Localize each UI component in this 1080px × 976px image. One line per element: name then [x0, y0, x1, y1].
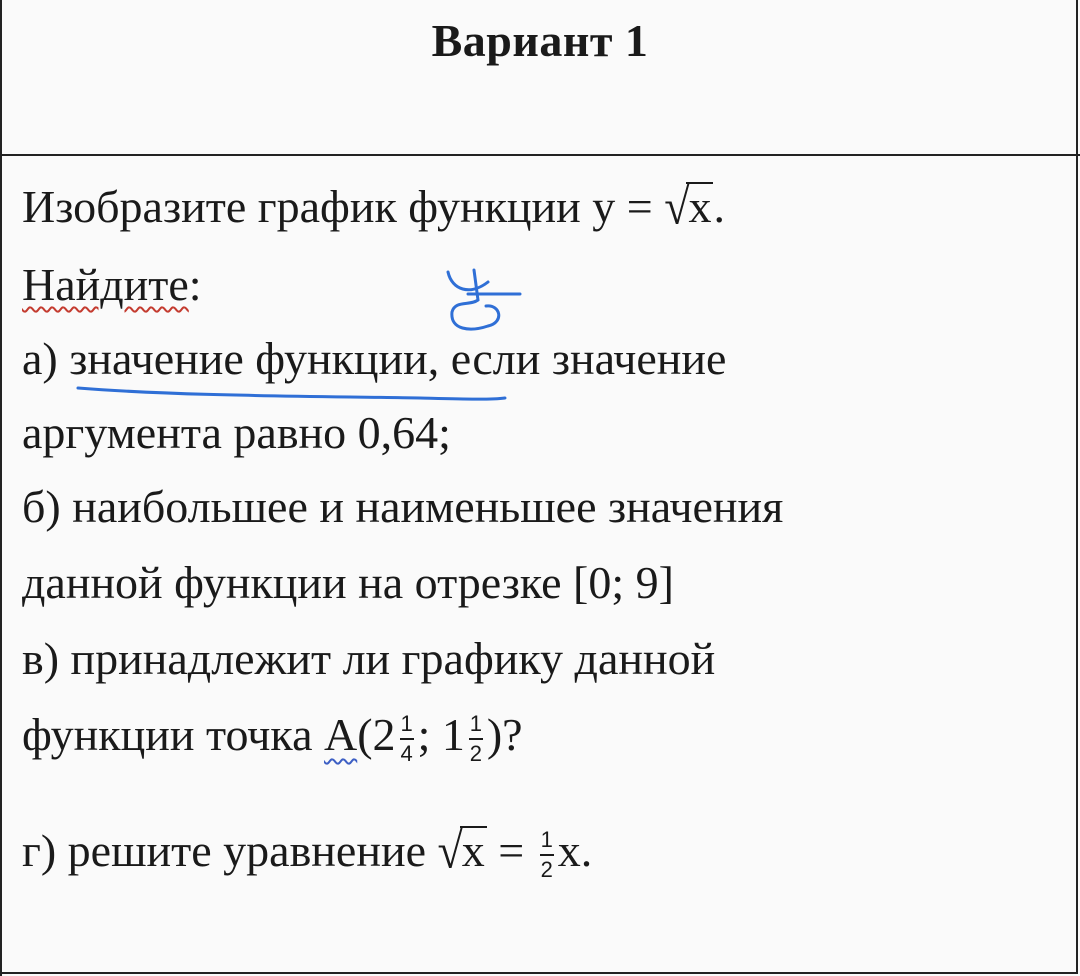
variant-title: Вариант 1: [431, 15, 649, 66]
point-a: А: [324, 709, 358, 760]
fraction-one-quarter: [400, 713, 414, 765]
task-line-graph: [22, 178, 725, 235]
sqrt-x: √х: [664, 178, 712, 235]
find-label: Найдите: [22, 259, 189, 310]
header-cell: [0, 0, 1080, 156]
graph-instruction: Изобразите график функции у =: [22, 181, 665, 232]
sqrt-x-equation: √х: [437, 822, 485, 879]
item-a-line2: аргумента равно 0,64;: [22, 407, 451, 458]
d-text: г) решите уравнение: [22, 825, 438, 876]
frac-den: 4: [400, 741, 413, 767]
frac-den: 2: [469, 741, 482, 767]
c-close: )?: [486, 709, 523, 760]
find-line: [22, 259, 202, 310]
d-equals: =: [486, 825, 536, 876]
frac-num: 1: [540, 827, 553, 853]
item-b-line1: б) наибольшее и наименьшее значения: [22, 481, 784, 532]
item-b-line2: данной функции на отрезке [0; 9]: [22, 557, 674, 608]
frac-den: 2: [540, 857, 553, 883]
fraction-one-half-eq: [540, 829, 554, 881]
line-end: .: [713, 181, 725, 232]
c-open: (2: [357, 709, 396, 760]
c-sep: ; 1: [417, 709, 465, 760]
c-text: функции точка: [22, 709, 324, 760]
frac-num: 1: [469, 711, 482, 737]
fraction-one-half: [469, 713, 483, 765]
item-a-line1: а) значение функции, если значение: [22, 333, 727, 384]
frac-num: 1: [400, 711, 413, 737]
item-d-line: [22, 822, 593, 883]
item-c-line2: [22, 709, 523, 767]
find-colon: :: [188, 259, 202, 310]
item-c-line1: в) принадлежит ли графику данной: [22, 633, 716, 684]
sqrt-radicand: х: [688, 181, 712, 232]
sqrt-radicand: х: [461, 825, 485, 876]
d-end: х.: [557, 825, 593, 876]
